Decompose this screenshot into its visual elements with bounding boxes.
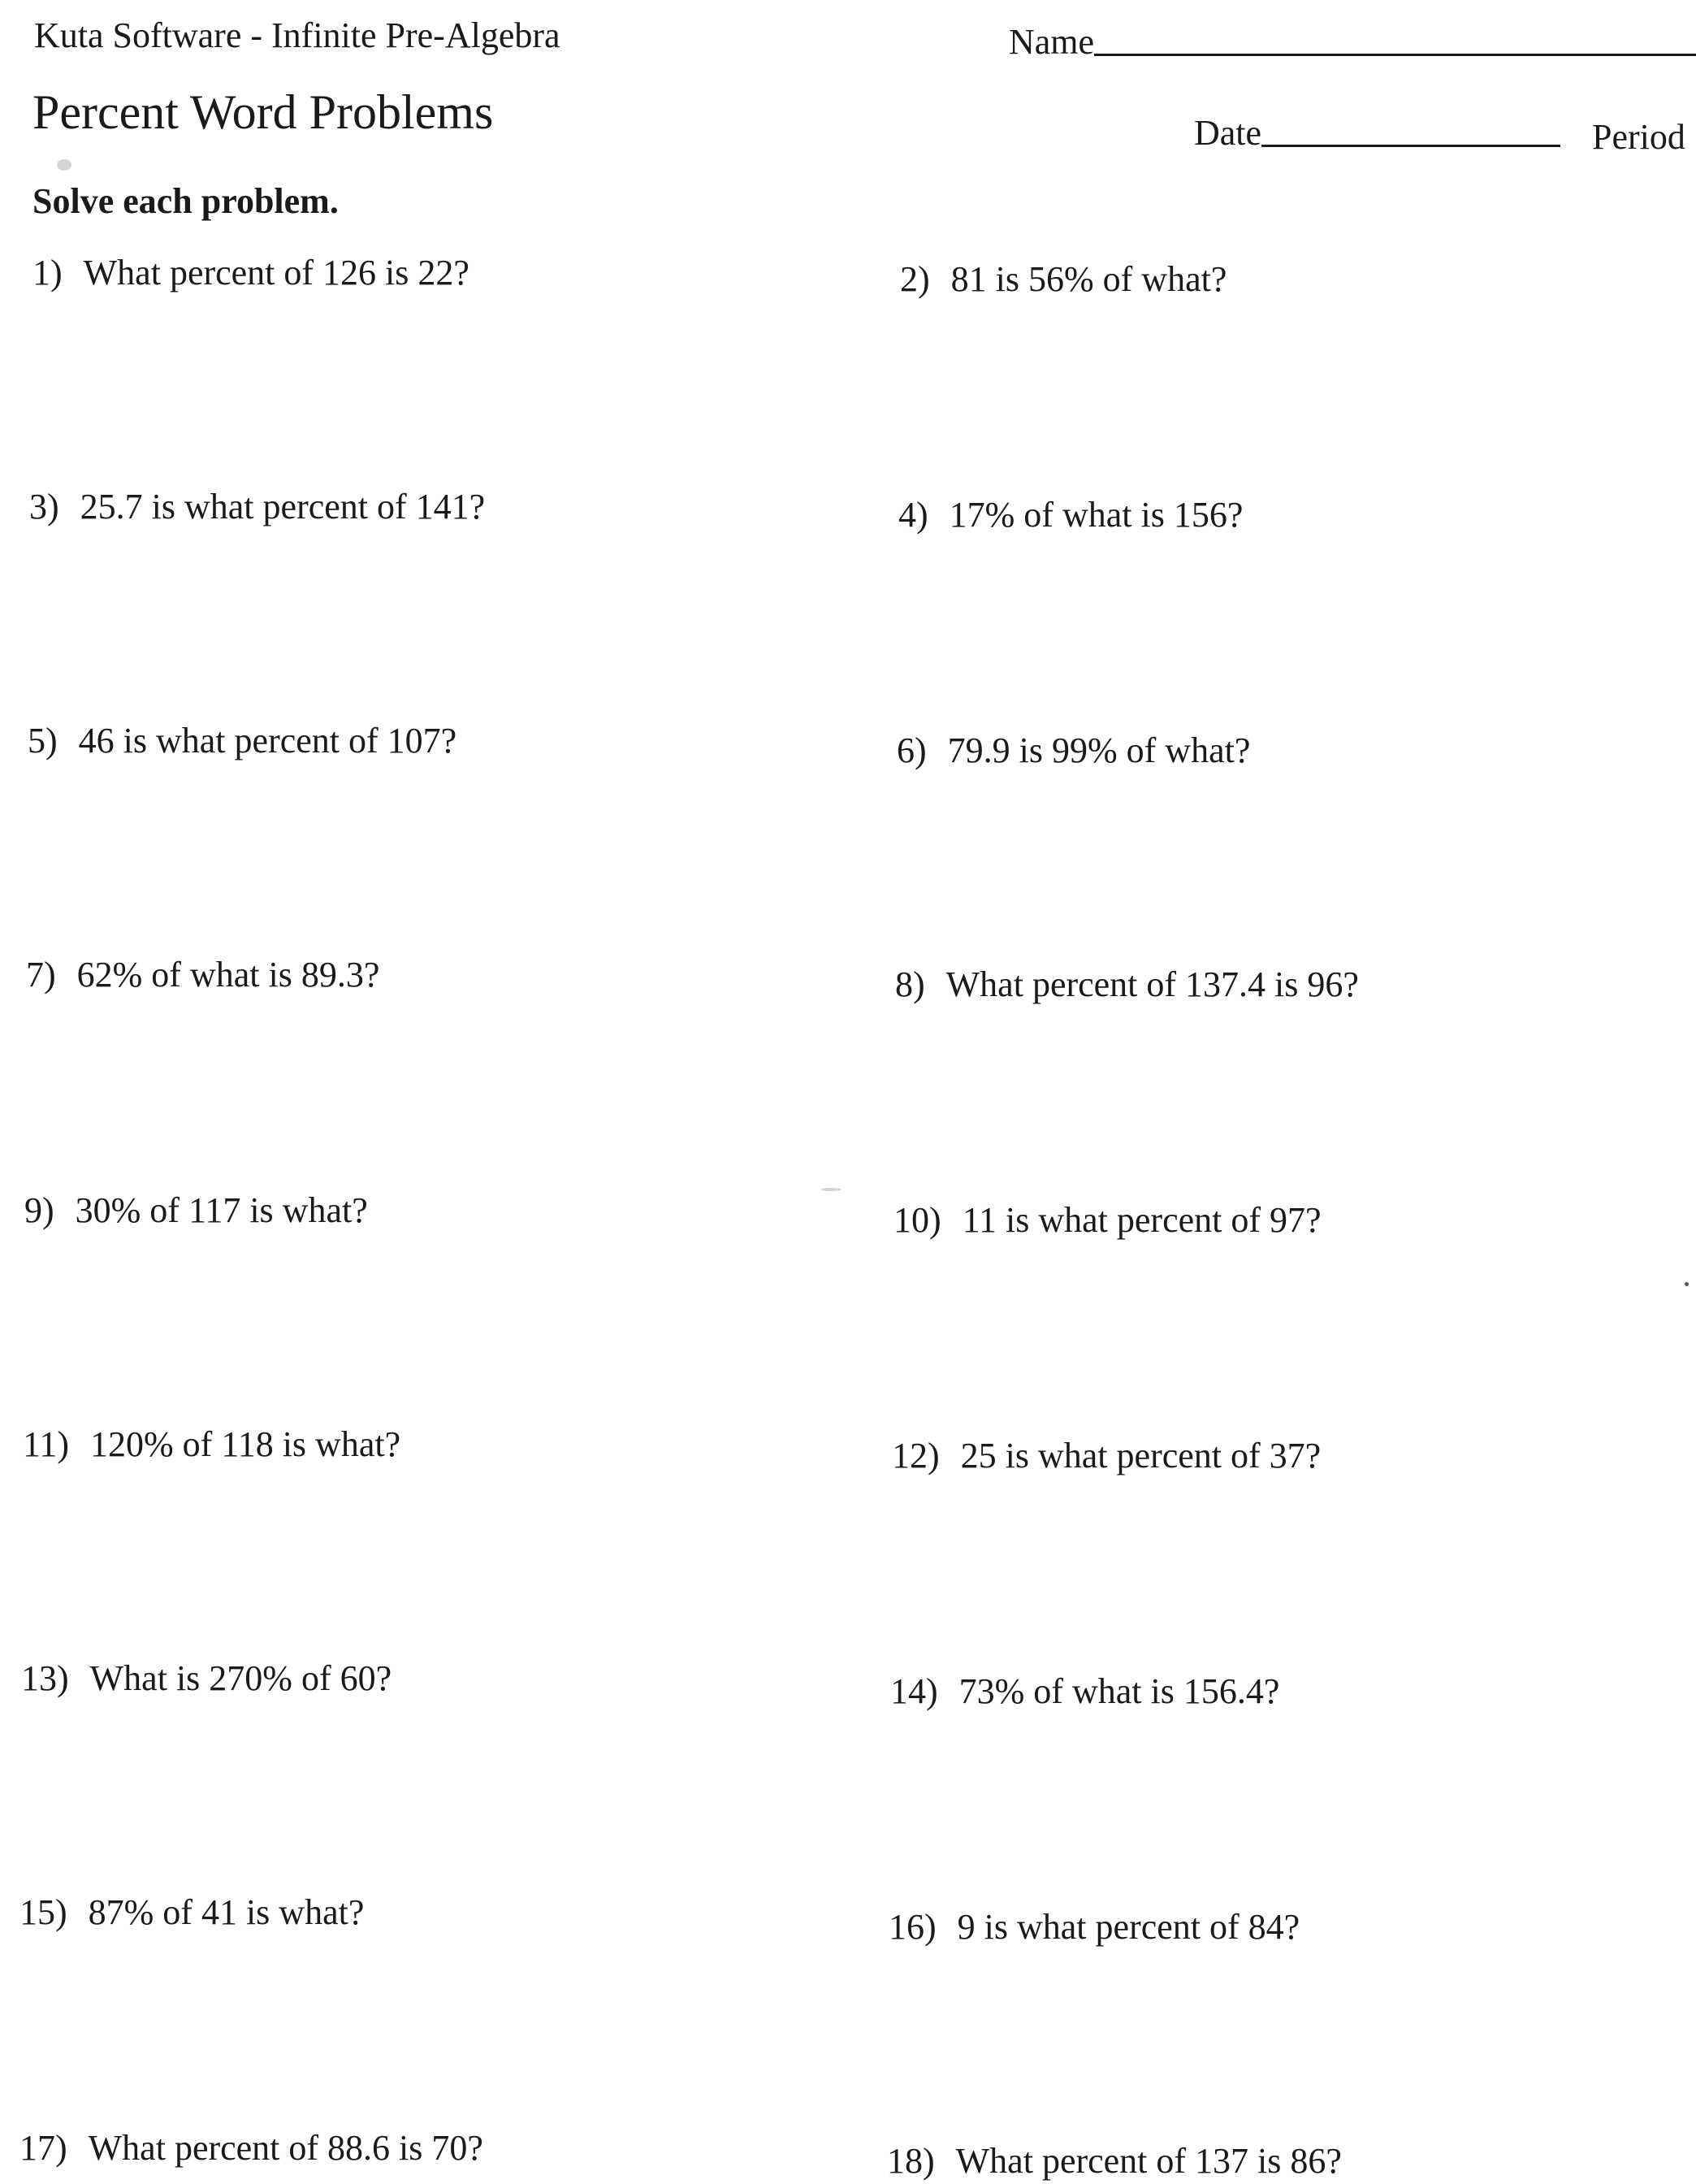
problem-6	[897, 730, 1250, 771]
name-blank-line[interactable]	[1094, 54, 1696, 56]
problem-text: 120% of 118 is what?	[90, 1424, 401, 1464]
problem-number: 10)	[893, 1200, 941, 1240]
date-field[interactable]	[1194, 112, 1560, 154]
problem-number: 4)	[898, 495, 928, 535]
problem-text: 30% of 117 is what?	[75, 1190, 368, 1230]
name-label: Name	[1009, 22, 1095, 62]
problem-number: 16)	[889, 1907, 937, 1947]
problem-number: 1)	[32, 253, 63, 292]
problem-text: 87% of 41 is what?	[88, 1892, 365, 1932]
problem-text: 11 is what percent of 97?	[962, 1200, 1322, 1240]
problem-14	[890, 1670, 1279, 1712]
problem-17	[19, 2127, 483, 2169]
problem-text: 62% of what is 89.3?	[76, 955, 380, 994]
date-blank-line[interactable]	[1261, 145, 1560, 147]
problem-text: 25 is what percent of 37?	[960, 1436, 1322, 1476]
problem-number: 3)	[29, 487, 59, 526]
problem-2	[900, 258, 1227, 300]
problem-text: 9 is what percent of 84?	[957, 1907, 1300, 1947]
period-label: Period	[1592, 117, 1685, 157]
problem-text: What percent of 88.6 is 70?	[88, 2128, 483, 2168]
problem-number: 9)	[24, 1190, 54, 1230]
problem-number: 15)	[19, 1892, 67, 1932]
problem-8	[895, 964, 1359, 1005]
name-field[interactable]	[1009, 21, 1696, 63]
problem-12	[892, 1435, 1321, 1476]
problem-text: 25.7 is what percent of 141?	[80, 487, 486, 526]
problem-3	[29, 486, 485, 527]
worksheet-title: Percent Word Problems	[32, 85, 494, 139]
problem-7	[26, 954, 379, 995]
problem-number: 18)	[887, 2141, 935, 2181]
problem-number: 12)	[892, 1436, 940, 1476]
problem-number: 5)	[28, 721, 58, 760]
problem-text: What is 270% of 60?	[89, 1658, 392, 1698]
problem-9	[24, 1190, 368, 1231]
problem-number: 6)	[897, 730, 927, 770]
problem-number: 17)	[19, 2128, 67, 2168]
problem-number: 11)	[23, 1424, 70, 1464]
problem-text: 73% of what is 156.4?	[958, 1671, 1280, 1711]
problem-1	[32, 252, 469, 293]
problem-number: 8)	[895, 964, 925, 1004]
date-label: Date	[1194, 113, 1262, 153]
instructions: Solve each problem.	[32, 181, 339, 221]
problem-text: What percent of 126 is 22?	[83, 253, 469, 292]
problem-5	[28, 720, 456, 761]
period-field[interactable]	[1592, 116, 1685, 158]
problem-15	[19, 1892, 364, 1933]
problem-18	[887, 2140, 1342, 2182]
scan-speck	[820, 1188, 842, 1191]
problem-text: What percent of 137 is 86?	[955, 2141, 1342, 2181]
problem-text: What percent of 137.4 is 96?	[945, 964, 1359, 1004]
problem-number: 7)	[26, 955, 56, 994]
problem-number: 13)	[21, 1658, 69, 1698]
problem-text: 79.9 is 99% of what?	[947, 730, 1251, 770]
problem-number: 2)	[900, 259, 930, 299]
problem-13	[21, 1658, 392, 1699]
scan-speck	[57, 159, 71, 171]
problem-4	[898, 494, 1243, 535]
problem-text: 81 is 56% of what?	[950, 259, 1227, 299]
problem-text: 46 is what percent of 107?	[78, 721, 457, 760]
scan-speck	[1685, 1282, 1689, 1286]
problem-number: 14)	[890, 1671, 938, 1711]
problem-text: 17% of what is 156?	[949, 495, 1244, 535]
problem-16	[889, 1906, 1300, 1948]
publisher-header: Kuta Software - Infinite Pre-Algebra	[34, 15, 560, 55]
problem-10	[893, 1199, 1322, 1241]
problem-11	[23, 1424, 400, 1465]
